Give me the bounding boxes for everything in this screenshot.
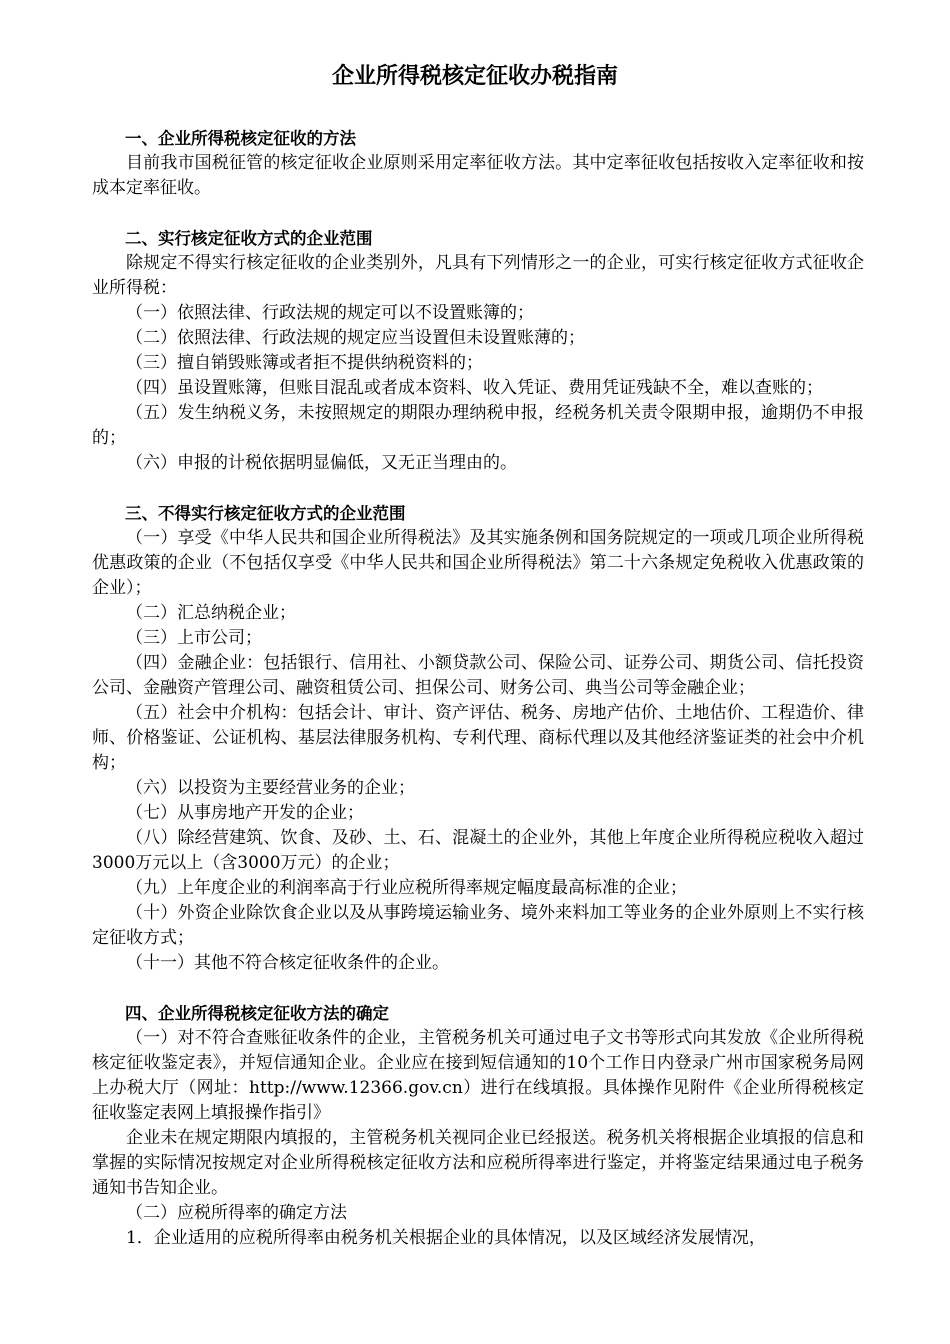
list-item: （六）申报的计税依据明显偏低，又无正当理由的。 xyxy=(126,453,517,473)
section-spacer xyxy=(92,201,864,226)
document-title: 企业所得税核定征收办税指南 xyxy=(331,64,618,89)
list-item: （八）除经营建筑、饮食、及砂、土、石、混凝土的企业外，其他上年度企业所得税应税收入超过3000万元以上（含3000万元）的企业； xyxy=(92,828,864,873)
list-item: （三）擅自销毁账簿或者拒不提供纳税资料的； xyxy=(126,353,483,373)
list-item: （九）上年度企业的利润率高于行业应税所得率规定幅度最高标准的企业； xyxy=(126,878,687,898)
list-item: （五）社会中介机构：包括会计、审计、资产评估、税务、房地产估价、土地估价、工程造价、律师、价格鉴证、公证机构、基层法律服务机构、专利代理、商标代理以及其他经济鉴证类的社会中介机构； xyxy=(92,703,864,773)
list-item: （六）以投资为主要经营业务的企业； xyxy=(126,778,415,798)
list-item: （一）享受《中华人民共和国企业所得税法》及其实施条例和国务院规定的一项或几项企业所得税优惠政策的企业（不包括仅享受《中华人民共和国企业所得税法》第二十六条规定免税收入优惠政策的企业）； xyxy=(92,528,864,598)
list-item: （二）汇总纳税企业； xyxy=(126,603,296,623)
paragraph: 目前我市国税征管的核定征收企业原则采用定率征收方法。其中定率征收包括按收入定率征收和按成本定率征收。 xyxy=(92,153,864,198)
paragraph: 企业未在规定期限内填报的，主管税务机关视同企业已经报送。税务机关将根据企业填报的信息和掌握的实际情况按规定对企业所得税核定征收方法和应税所得率进行鉴定，并将鉴定结果通过电子税务通知书告知企业。 xyxy=(92,1128,864,1198)
section-2 xyxy=(92,226,864,476)
list-item: （三）上市公司； xyxy=(126,628,262,648)
list-item: （四）虽设置账簿，但账目混乱或者成本资料、收入凭证、费用凭证残缺不全，难以查账的； xyxy=(126,378,823,398)
subheading: （二）应税所得率的确定方法 xyxy=(126,1203,347,1223)
section-1 xyxy=(92,126,864,201)
section-spacer xyxy=(92,976,864,1001)
list-item: （五）发生纳税义务，未按照规定的期限办理纳税申报，经税务机关责令限期申报，逾期仍不申报的； xyxy=(92,403,864,448)
section-4 xyxy=(92,1001,864,1251)
list-item: （一）依照法律、行政法规的规定可以不设置账簿的； xyxy=(126,303,534,323)
section-heading: 一、企业所得税核定征收的方法 xyxy=(125,129,356,148)
section-spacer xyxy=(92,476,864,501)
list-item: （十一）其他不符合核定征收条件的企业。 xyxy=(126,953,449,973)
document-body xyxy=(92,126,864,1251)
list-item: （十）外资企业除饮食企业以及从事跨境运输业务、境外来料加工等业务的企业外原则上不实行核定征收方式； xyxy=(92,903,864,948)
section-heading: 二、实行核定征收方式的企业范围 xyxy=(125,229,373,248)
list-item: （二）依照法律、行政法规的规定应当设置但未设置账薄的； xyxy=(126,328,585,348)
list-item: （七）从事房地产开发的企业； xyxy=(126,803,364,823)
section-heading: 四、企业所得税核定征收方法的确定 xyxy=(125,1004,389,1023)
paragraph: 除规定不得实行核定征收的企业类别外，凡具有下列情形之一的企业，可实行核定征收方式征收企业所得税： xyxy=(92,253,864,298)
list-item: （四）金融企业：包括银行、信用社、小额贷款公司、保险公司、证券公司、期货公司、信托投资公司、金融资产管理公司、融资租赁公司、担保公司、财务公司、典当公司等金融企业； xyxy=(92,653,864,698)
paragraph: 1．企业适用的应税所得率由税务机关根据企业的具体情况，以及区域经济发展情况， xyxy=(126,1228,766,1248)
paragraph: （一）对不符合查账征收条件的企业，主管税务机关可通过电子文书等形式向其发放《企业所得税核定征收鉴定表》，并短信通知企业。企业应在接到短信通知的10个工作日内登录广州市国家税务局网上办税大厅（网址：http://www.12366.gov.cn）进行在线填报。具体操作见附件《企业所得税核定征收鉴定表网上填报操作指引》 xyxy=(92,1028,864,1123)
section-heading: 三、不得实行核定征收方式的企业范围 xyxy=(125,504,406,523)
section-3 xyxy=(92,501,864,976)
